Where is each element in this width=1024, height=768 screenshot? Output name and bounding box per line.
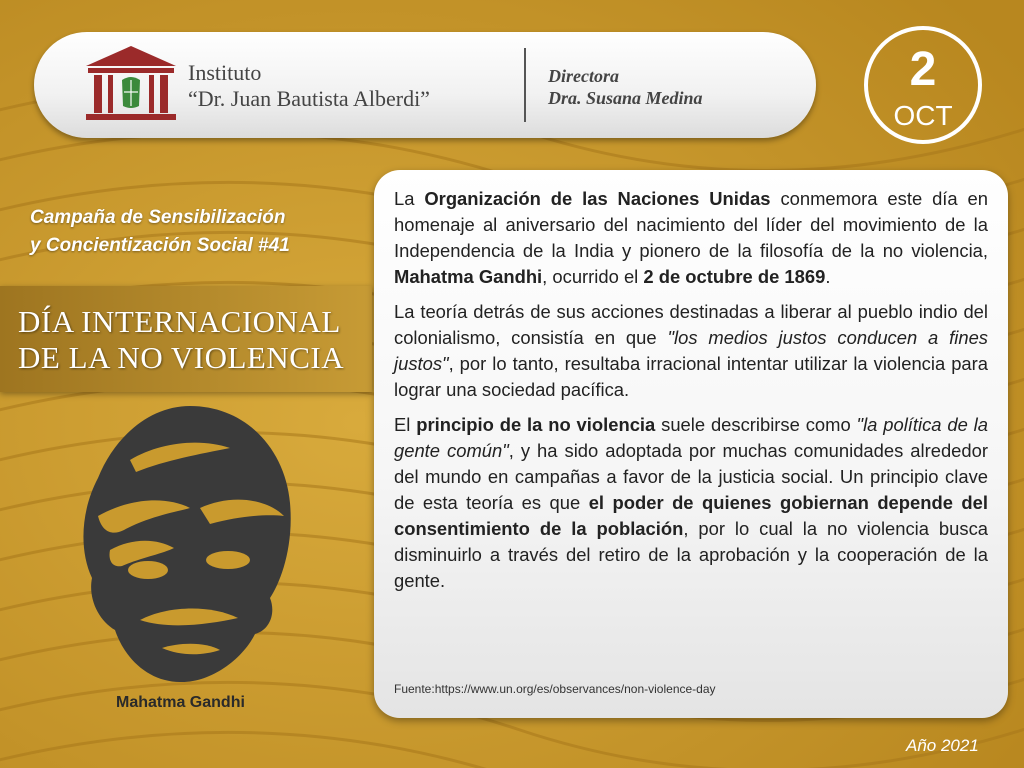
campaign-line1: Campaña de Sensibilización <box>30 207 286 228</box>
header-divider <box>524 48 526 122</box>
p3-text-e: , por lo cual la no violencia busca disminuirlo a través del retiro de la aprobación y la cooperación de la gente. <box>394 518 988 591</box>
portrait-caption: Mahatma Gandhi <box>116 694 245 711</box>
paragraph-3 <box>394 412 988 594</box>
p2-text-a: La teoría detrás de sus acciones destinadas a liberar al pueblo indio del colonialismo, consistía en que <box>394 301 988 348</box>
p1-bold-un: Organización de las Naciones Unidas <box>424 188 771 209</box>
campaign-subtitle <box>30 204 290 260</box>
paragraph-2 <box>394 299 988 403</box>
campaign-line2: y Concientización Social #41 <box>30 235 290 256</box>
title-band <box>0 286 372 392</box>
paragraph-1 <box>394 186 988 290</box>
p3-bold-principle: principio de la no violencia <box>416 414 656 435</box>
p1-text-c: conmemora este día en homenaje al aniversario del nacimiento del líder del movimiento de la Independencia de la India y pionero de la filosofía de la no violencia, <box>394 188 988 261</box>
card-body <box>394 186 988 603</box>
p2-italic-quote: "los medios justos conducen a fines justos" <box>394 327 988 374</box>
date-month: OCT <box>893 100 953 131</box>
title-line1: DÍA INTERNACIONAL <box>18 304 341 339</box>
year-label: Año 2021 <box>906 736 979 755</box>
source-link[interactable]: Fuente:https://www.un.org/es/observances/non-violence-day <box>394 682 716 696</box>
p1-text-a: La <box>394 188 425 209</box>
header-banner <box>34 32 816 138</box>
institute-name-line2: “Dr. Juan Bautista Alberdi” <box>188 86 430 111</box>
date-day: 2 <box>909 43 937 96</box>
p3-text-d: , y ha sido adoptada por muchas comunidades alrededor del mundo en campañas a favor de la justicia social. Un principio clave de esta teoría es que <box>394 440 988 513</box>
director-name: Dra. Susana Medina <box>548 88 703 108</box>
p3-text-c: suele describirse como <box>655 414 857 435</box>
gandhi-portrait-silhouette <box>70 398 310 688</box>
p3-italic-quote: "la política de la gente común" <box>394 414 988 461</box>
p1-text-d: , ocurrido el <box>542 266 644 287</box>
director-title: Directora <box>548 66 619 86</box>
date-badge <box>864 26 982 144</box>
p1-text-e: . <box>825 266 831 287</box>
p3-text-a: El <box>394 414 417 435</box>
institute-name-line1: Instituto <box>188 60 262 85</box>
p1-bold-gandhi: Mahatma Gandhi <box>394 266 543 287</box>
text-card <box>374 170 1008 718</box>
p3-bold-power: el poder de quienes gobiernan depende del consentimiento de la población <box>394 492 988 539</box>
title-line2: DE LA NO VIOLENCIA <box>18 340 345 375</box>
p1-bold-date: 2 de octubre de 1869 <box>643 266 826 287</box>
institute-building-icon <box>84 44 178 124</box>
p2-text-b: , por lo tanto, resultaba irracional intentar utilizar la violencia para lograr una sociedad pacífica. <box>394 353 988 400</box>
